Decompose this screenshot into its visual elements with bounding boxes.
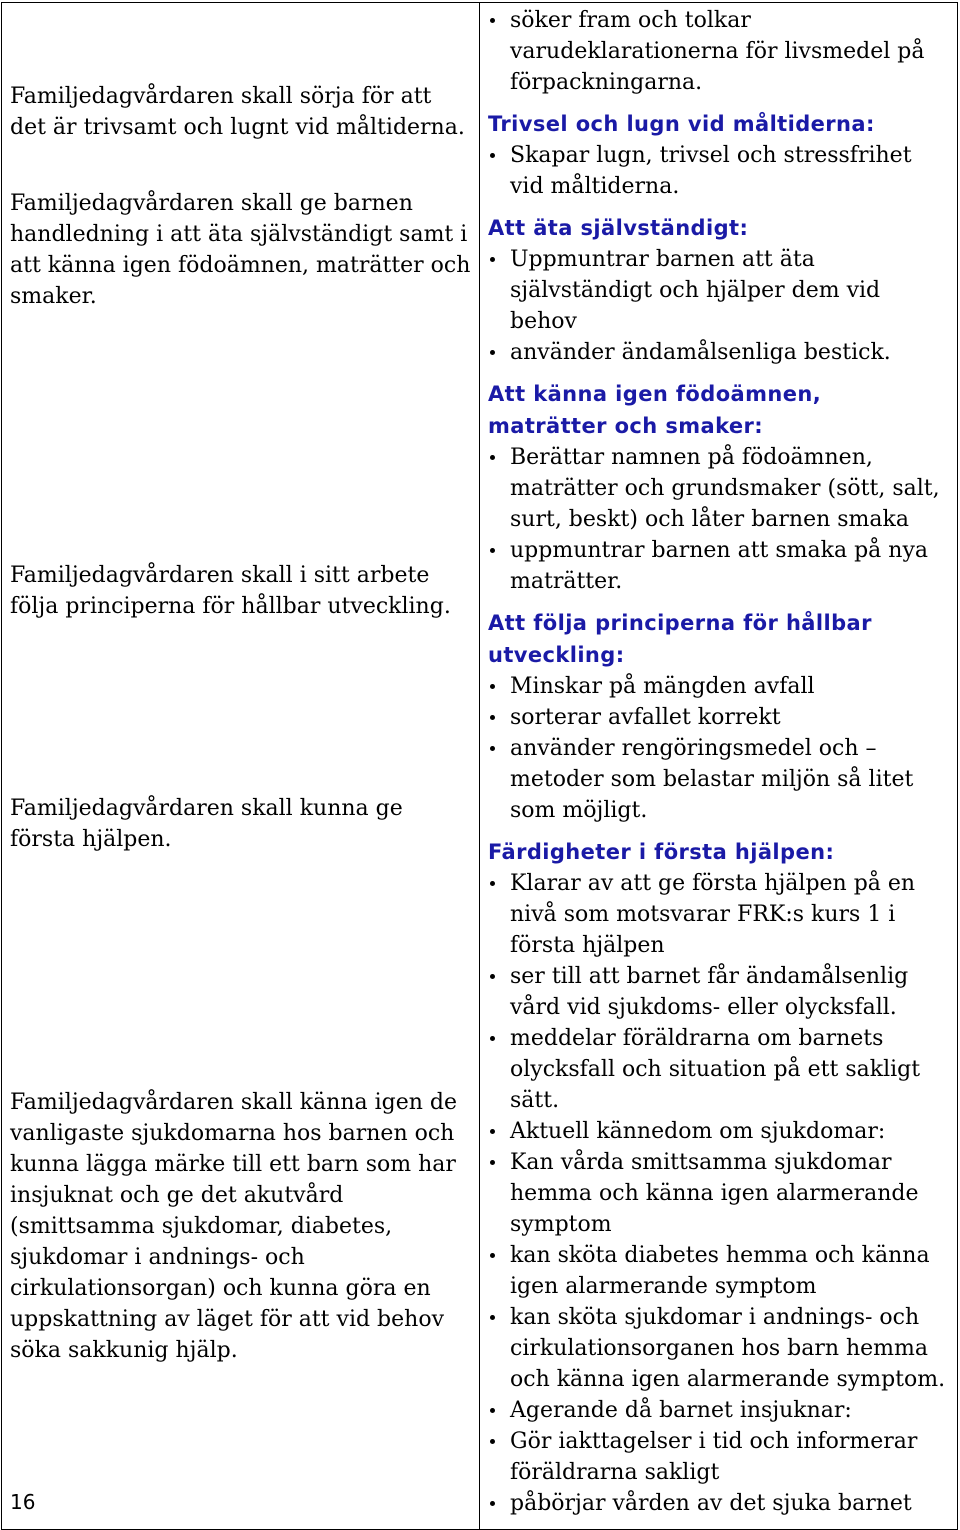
intro-bullet-list <box>488 5 947 98</box>
section-heading: Att äta självständigt: <box>488 216 749 240</box>
section-heading: Att känna igen födoämnen, maträtter och smaker: <box>488 382 822 438</box>
list-item: Klarar av att ge första hjälpen på en nivå som motsvarar FRK:s kurs 1 i första hjälpen <box>488 868 947 961</box>
list-item: använder ändamålsenliga bestick. <box>488 337 947 368</box>
goal-paragraph-meal-atmosphere: Familjedagvårdaren skall sörja för att det är trivsamt och lugnt vid måltiderna. <box>10 84 465 140</box>
list-item: använder rengöringsmedel och –metoder som belastar miljön så litet som möjligt. <box>488 733 947 826</box>
goal-paragraph-first-aid: Familjedagvårdaren skall kunna ge första hjälpen. <box>10 796 403 852</box>
list-item: kan sköta diabetes hemma och känna igen alarmerande symptom <box>488 1240 947 1302</box>
list-item: Skapar lugn, trivsel och stressfrihet vid måltiderna. <box>488 140 947 202</box>
bullet-list <box>488 868 947 1519</box>
criteria-section <box>488 836 947 1519</box>
list-item: Minskar på mängden avfall <box>488 671 947 702</box>
criteria-column <box>480 3 958 1530</box>
list-item: Gör iakttagelser i tid och informerar föräldrarna sakligt <box>488 1426 947 1488</box>
page-number: 16 <box>10 1490 36 1514</box>
goal-paragraph-independent-eating: Familjedagvårdaren skall ge barnen handledning i att äta självständigt samt i att känna igen födoämnen, maträtter och smaker. <box>10 191 471 309</box>
criteria-section <box>488 378 947 597</box>
list-item: Kan vårda smittsamma sjukdomar hemma och känna igen alarmerande symptom <box>488 1147 947 1240</box>
goal-paragraph-sustainable-development: Familjedagvårdaren skall i sitt arbete följa principerna för hållbar utveckling. <box>10 563 451 619</box>
list-item: söker fram och tolkar varudeklarationerna för livsmedel på förpackningarna. <box>488 5 947 98</box>
bullet-list <box>488 671 947 826</box>
criteria-table <box>1 2 958 1530</box>
list-item: kan sköta sjukdomar i andnings- och cirkulationsorganen hos barn hemma och känna igen alarmerande symptom. <box>488 1302 947 1395</box>
criteria-sections <box>488 108 947 1519</box>
criteria-section <box>488 108 947 202</box>
section-heading: Att följa principerna för hållbar utveckling: <box>488 611 872 667</box>
section-heading: Färdigheter i första hjälpen: <box>488 840 835 864</box>
list-item: uppmuntrar barnen att smaka på nya maträtter. <box>488 535 947 597</box>
criteria-section <box>488 212 947 368</box>
goals-column <box>2 3 480 1530</box>
bullet-list <box>488 442 947 597</box>
list-item: Uppmuntrar barnen att äta självständigt och hjälper dem vid behov <box>488 244 947 337</box>
criteria-section <box>488 607 947 826</box>
list-item: påbörjar vården av det sjuka barnet <box>488 1488 947 1519</box>
list-item: Aktuell kännedom om sjukdomar: <box>488 1116 947 1147</box>
goal-paragraph-illness-recognition: Familjedagvårdaren skall känna igen de vanligaste sjukdomarna hos barnen och kunna lägga märke till ett barn som har insjuknat och ge det akutvård (smittsamma sjukdomar, diabetes, sjukdomar i andnings- och cirkulationsorgan) och kunna göra en uppskattning av läget för att vid behov söka sakkunig hjälp. <box>10 1090 458 1363</box>
section-heading: Trivsel och lugn vid måltiderna: <box>488 112 875 136</box>
list-item: Berättar namnen på födoämnen, maträtter och grundsmaker (sött, salt, surt, beskt) och låter barnen smaka <box>488 442 947 535</box>
bullet-list <box>488 140 947 202</box>
list-item: ser till att barnet får ändamålsenlig vård vid sjukdoms- eller olycksfall. <box>488 961 947 1023</box>
list-item: sorterar avfallet korrekt <box>488 702 947 733</box>
list-item: Agerande då barnet insjuknar: <box>488 1395 947 1426</box>
list-item: meddelar föräldrarna om barnets olycksfall och situation på ett sakligt sätt. <box>488 1023 947 1116</box>
bullet-list <box>488 244 947 368</box>
